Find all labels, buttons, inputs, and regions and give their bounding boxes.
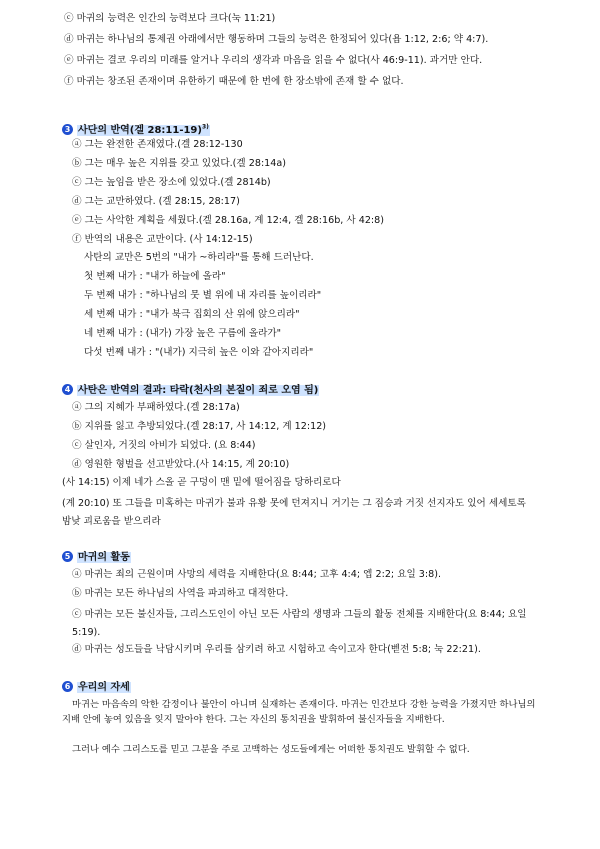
list-item: ⓔ 그는 사악한 계획을 세웠다.(겔 28.16a, 계 12:4, 겔 28:16b, 사 42:8)	[72, 215, 385, 226]
section-title: 사탄은 반역의 결과: 타락(천사의 본질이 죄로 오염 됨)	[78, 385, 319, 396]
sub-line: 사탄의 교만은 5번의 "내가 ~하리라"를 통해 드러난다.	[84, 252, 314, 263]
section-number: 4	[62, 384, 73, 395]
list-item: ⓐ 마귀는 죄의 근원이며 사망의 세력을 지배한다(요 8:44; 고후 4:4; 엡 2:2; 요일 3:8).	[72, 569, 442, 580]
paragraph: 마귀는 마음속의 악한 감정이나 불안이 아니며 실재하는 존재이다. 마귀는 인간보다 강한 능력을 가졌지만 하나님의 지배 안에 놓여 있음을 잊지 말아야 한다. 그는 자신의 통치권을 발휘하여 불신자들을 지배한다.	[62, 699, 536, 725]
list-item: ⓑ 마귀는 모든 하나님의 사역을 파괴하고 대적한다.	[72, 588, 289, 599]
list-item: ⓕ 반역의 내용은 교만이다. (사 14:12-15)	[72, 234, 253, 245]
paragraph: 그러나 예수 그리스도를 믿고 그분을 주로 고백하는 성도들에게는 어떠한 통치권도 발휘할 수 없다.	[72, 744, 470, 755]
list-item: ⓒ 마귀의 능력은 인간의 능력보다 크다(눅 11:21)	[64, 13, 276, 24]
section-title: 마귀의 활동	[78, 552, 130, 563]
sub-line: 두 번째 내가 : "하나님의 뭇 별 위에 내 자리를 높이리라"	[84, 290, 322, 301]
sub-line: 다섯 번째 내가 : "(내가) 지극히 높은 이와 같아지리라"	[84, 347, 314, 358]
section-number: 5	[62, 551, 73, 562]
list-item: ⓓ 마귀는 성도들을 낙담시키며 우리를 삼키려 하고 시험하고 속이고자 한다(벧전 5:8; 눅 22:21).	[72, 644, 481, 655]
list-item: ⓑ 그는 매우 높은 지위를 갖고 있었다.(겔 28:14a)	[72, 158, 287, 169]
list-item: ⓓ 영원한 형벌을 선고받았다.(사 14:15, 계 20:10)	[72, 459, 290, 470]
section-number: 6	[62, 681, 73, 692]
list-item: ⓐ 그의 지혜가 부패하였다.(겔 28:17a)	[72, 402, 240, 413]
list-item: ⓒ 그는 높임을 받은 장소에 있었다.(겔 2814b)	[72, 177, 271, 188]
list-item: ⓒ 살인자, 거짓의 아비가 되었다. (요 8:44)	[72, 440, 256, 451]
list-item: ⓐ 그는 완전한 존재였다.(겔 28:12-130	[72, 139, 243, 150]
section-number: 3	[62, 124, 73, 135]
list-item: ⓕ 마귀는 창조된 존재이며 유한하기 때문에 한 번에 한 장소밖에 존재 할 수 없다.	[64, 76, 404, 87]
verse-line: (계 20:10) 또 그들을 미혹하는 마귀가 불과 유황 못에 던져지니 거기는 그 짐승과 거짓 선지자도 있어 세세토록 밤낮 괴로움을 받으리라	[62, 498, 526, 527]
section-heading	[62, 681, 131, 695]
list-item: ⓔ 마귀는 결코 우리의 미래를 알거나 우리의 생각과 마음을 읽을 수 없다(사 46:9-11). 과거만 안다.	[64, 55, 483, 66]
section-heading	[62, 121, 210, 138]
footnote-ref: 3)	[201, 124, 209, 131]
list-item: ⓑ 지위를 잃고 추방되었다.(겔 28:17, 사 14:12, 계 12:12)	[72, 421, 327, 432]
verse-line: (사 14:15) 이제 네가 스올 곧 구덩이 맨 밑에 떨어짐을 당하리로다	[62, 477, 341, 488]
section-title: 우리의 자세	[78, 682, 130, 693]
list-item: ⓓ 마귀는 하나님의 통제권 아래에서만 행동하며 그들의 능력은 한정되어 있다(욥 1:12, 2:6; 약 4:7).	[64, 34, 489, 45]
section-heading	[62, 384, 319, 398]
sub-line: 네 번째 내가 : (내가) 가장 높은 구름에 올라가"	[84, 328, 282, 339]
sub-line: 세 번째 내가 : "내가 북극 집회의 산 위에 앉으리라"	[84, 309, 300, 320]
list-item: ⓒ 마귀는 모든 불신자들, 그리스도인이 아닌 모든 사람의 생명과 그들의 활동 전체를 지배한다(요 8:44; 요일 5:19).	[72, 609, 527, 638]
section-title: 사단의 반역(겔 28:11-19)$^{3)}$	[78, 124, 209, 137]
section-heading	[62, 551, 131, 565]
sub-line: 첫 번째 내가 : "내가 하늘에 올라"	[84, 271, 226, 282]
list-item: ⓓ 그는 교만하였다. (겔 28:15, 28:17)	[72, 196, 240, 207]
